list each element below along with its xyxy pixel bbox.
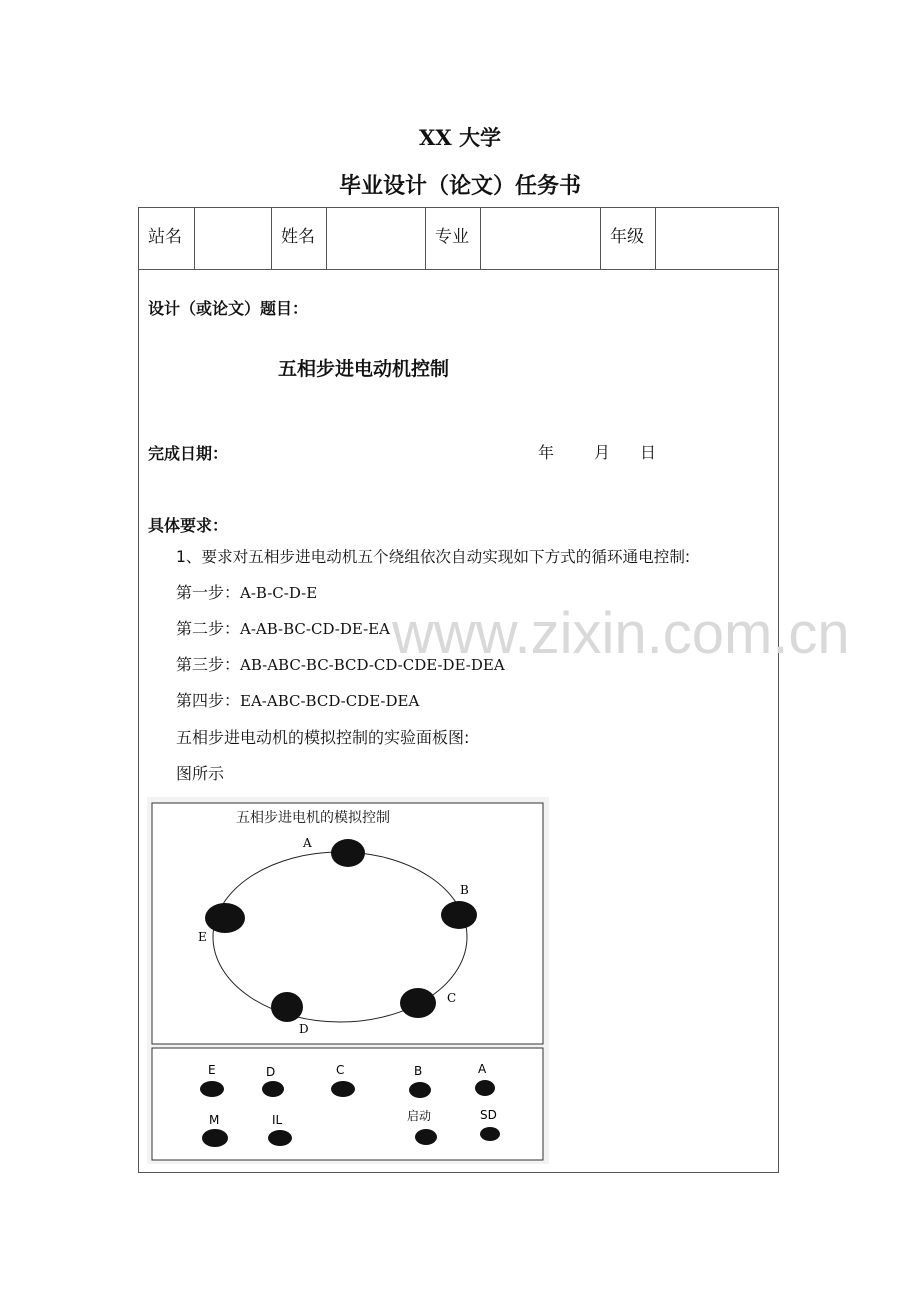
winding-e-indicator: [205, 903, 245, 933]
button-start[interactable]: [415, 1129, 437, 1145]
grade-field[interactable]: [656, 208, 778, 269]
button-d[interactable]: [262, 1081, 284, 1097]
step-sequence: A-B-C-D-E: [240, 584, 318, 602]
winding-c-label: C: [447, 991, 457, 1005]
panel-title: 五相步进电机的模拟控制: [236, 810, 390, 826]
figure-note: 图所示: [176, 764, 225, 783]
step-label: 第一步：: [176, 583, 241, 602]
button-sd[interactable]: [480, 1127, 500, 1141]
step-label: 第三步：: [176, 655, 241, 674]
panel-caption: 五相步进电动机的模拟控制的实验面板图:: [176, 728, 470, 747]
grade-label: 年级: [601, 208, 656, 269]
document-title: 毕业设计（论文）任务书: [338, 174, 581, 199]
button-m-label: M: [209, 1113, 220, 1127]
step-sequence: EA-ABC-BCD-CDE-DEA: [240, 692, 420, 710]
topic-value: 五相步进电动机控制: [278, 358, 450, 380]
button-b[interactable]: [409, 1082, 431, 1098]
major-field[interactable]: [481, 208, 601, 269]
university-title: XX 大学: [419, 125, 501, 150]
info-row: [139, 208, 778, 270]
button-a-label: A: [478, 1062, 487, 1076]
step-label: 第二步：: [176, 619, 241, 638]
winding-a-indicator: [331, 839, 365, 867]
button-sd-label: SD: [480, 1108, 497, 1122]
name-field[interactable]: [327, 208, 426, 269]
completion-month: 月: [594, 443, 611, 462]
watermark: www.zixin.com.cn: [392, 601, 850, 666]
button-il-label: IL: [272, 1113, 283, 1127]
winding-a-label: A: [303, 836, 312, 850]
step-sequence: A-AB-BC-CD-DE-EA: [240, 620, 390, 638]
button-a[interactable]: [475, 1080, 495, 1096]
button-b-label: B: [414, 1064, 423, 1078]
station-label: 站名: [139, 208, 195, 269]
step-sequence: AB-ABC-BC-BCD-CD-CDE-DE-DEA: [240, 656, 505, 674]
button-e-label: E: [208, 1063, 216, 1077]
winding-c-indicator: [400, 988, 436, 1018]
step-4: [176, 688, 419, 711]
completion-year: 年: [538, 443, 555, 462]
button-start-label: 启动: [407, 1109, 432, 1123]
button-c[interactable]: [331, 1081, 355, 1097]
button-e[interactable]: [200, 1081, 224, 1097]
button-il[interactable]: [268, 1130, 292, 1146]
step-2: [176, 616, 390, 639]
winding-e-label: E: [198, 930, 207, 944]
button-m[interactable]: [202, 1129, 228, 1147]
winding-d-indicator: [271, 992, 303, 1022]
panel-diagram: [147, 797, 549, 1164]
experiment-panel-figure: [147, 797, 549, 1164]
topic-label: 设计（或论文）题目：: [148, 299, 309, 318]
requirements-label: 具体要求：: [148, 516, 229, 535]
completion-day: 日: [640, 443, 657, 462]
winding-b-indicator: [441, 901, 477, 929]
button-c-label: C: [336, 1063, 345, 1077]
completion-label: 完成日期：: [148, 444, 229, 463]
winding-b-label: B: [460, 883, 469, 897]
requirements-intro: 1、要求对五相步进电动机五个绕组依次自动实现如下方式的循环通电控制:: [176, 548, 691, 566]
step-label: 第四步：: [176, 691, 241, 710]
name-label: 姓名: [272, 208, 327, 269]
major-label: 专业: [426, 208, 481, 269]
step-1: [176, 580, 317, 603]
station-field[interactable]: [195, 208, 272, 269]
button-d-label: D: [266, 1065, 276, 1079]
winding-d-label: D: [299, 1022, 309, 1036]
